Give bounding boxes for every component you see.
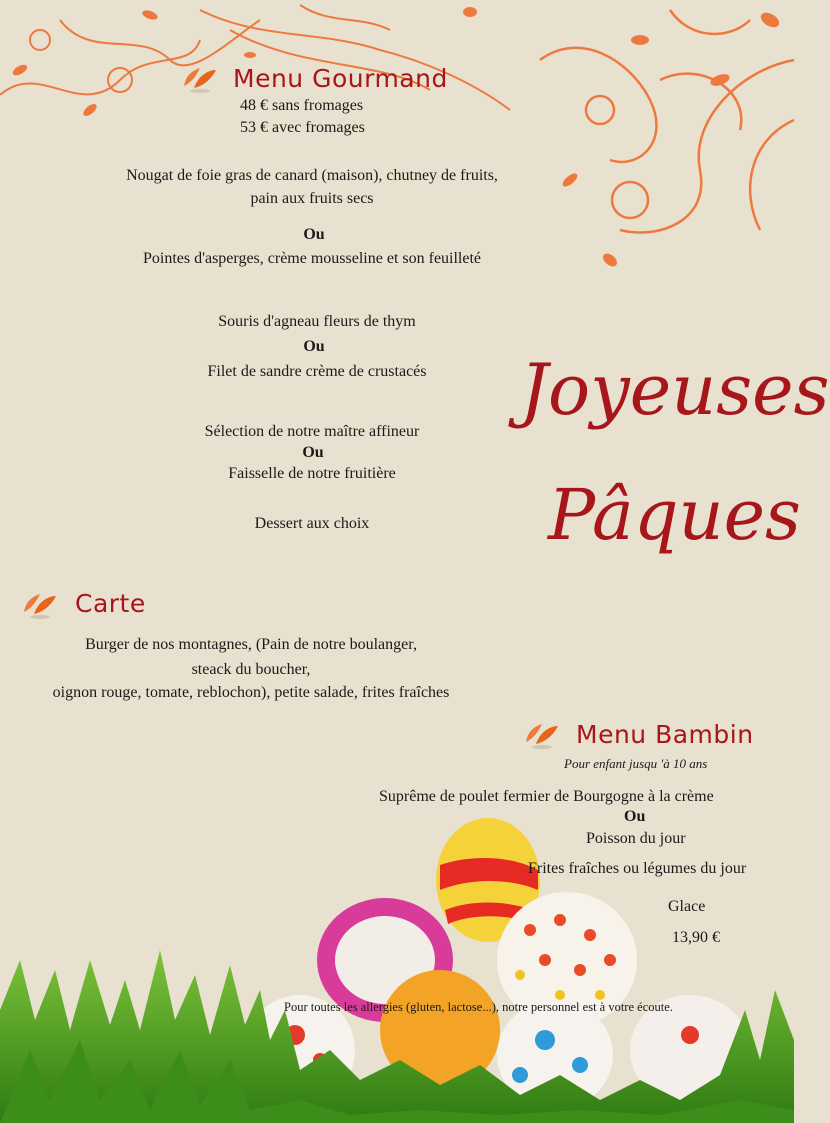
- starter-1-line-2: pain aux fruits secs: [250, 190, 374, 207]
- main-2: Filet de sandre crème de crustacés: [207, 363, 427, 380]
- carte-line-3: oignon rouge, tomate, reblochon), petite salade, frites fraîches: [52, 684, 450, 701]
- price-with-cheese: 53 € avec fromages: [240, 119, 365, 136]
- bambin-side: Frites fraîches ou légumes du jour: [528, 860, 747, 877]
- or-label: Ou: [624, 808, 646, 825]
- greeting-line-1: Joyeuses: [520, 349, 830, 431]
- bambin-dessert: Glace: [668, 898, 706, 915]
- menu-bambin-title: Menu Bambin: [576, 720, 754, 749]
- or-label: Ou: [303, 226, 325, 243]
- starter-1-line-1: Nougat de foie gras de canard (maison), chutney de fruits,: [126, 167, 498, 184]
- leaf-icon: [180, 64, 220, 94]
- price-without-cheese: 48 € sans fromages: [240, 97, 364, 114]
- cheese-1: Sélection de notre maître affineur: [204, 423, 420, 440]
- cheese-2: Faisselle de notre fruitière: [228, 465, 396, 482]
- starter-2: Pointes d'asperges, crème mousseline et son feuilleté: [142, 250, 482, 267]
- greeting-line-2: Pâques: [548, 474, 801, 556]
- or-label: Ou: [303, 338, 325, 355]
- allergy-note: Pour toutes les allergies (gluten, lactose...), notre personnel est à votre écoute.: [284, 1000, 673, 1014]
- or-label: Ou: [302, 444, 324, 461]
- main-1: Souris d'agneau fleurs de thym: [218, 313, 416, 330]
- menu-gourmand-title: Menu Gourmand: [233, 64, 448, 93]
- carte-line-2: steack du boucher,: [191, 661, 311, 678]
- bambin-price: 13,90 €: [672, 929, 720, 946]
- leaf-icon: [522, 720, 562, 750]
- bambin-main-1: Suprême de poulet fermier de Bourgogne à la crème: [379, 788, 714, 805]
- carte-title: Carte: [75, 589, 146, 618]
- bambin-main-2: Poisson du jour: [586, 830, 686, 847]
- dessert: Dessert aux choix: [254, 515, 370, 532]
- leaf-icon: [20, 590, 60, 620]
- easter-eggs-illustration: [0, 810, 794, 1123]
- carte-line-1: Burger de nos montagnes, (Pain de notre boulanger,: [85, 636, 417, 653]
- menu-bambin-subtitle: Pour enfant jusqu 'à 10 ans: [564, 756, 708, 771]
